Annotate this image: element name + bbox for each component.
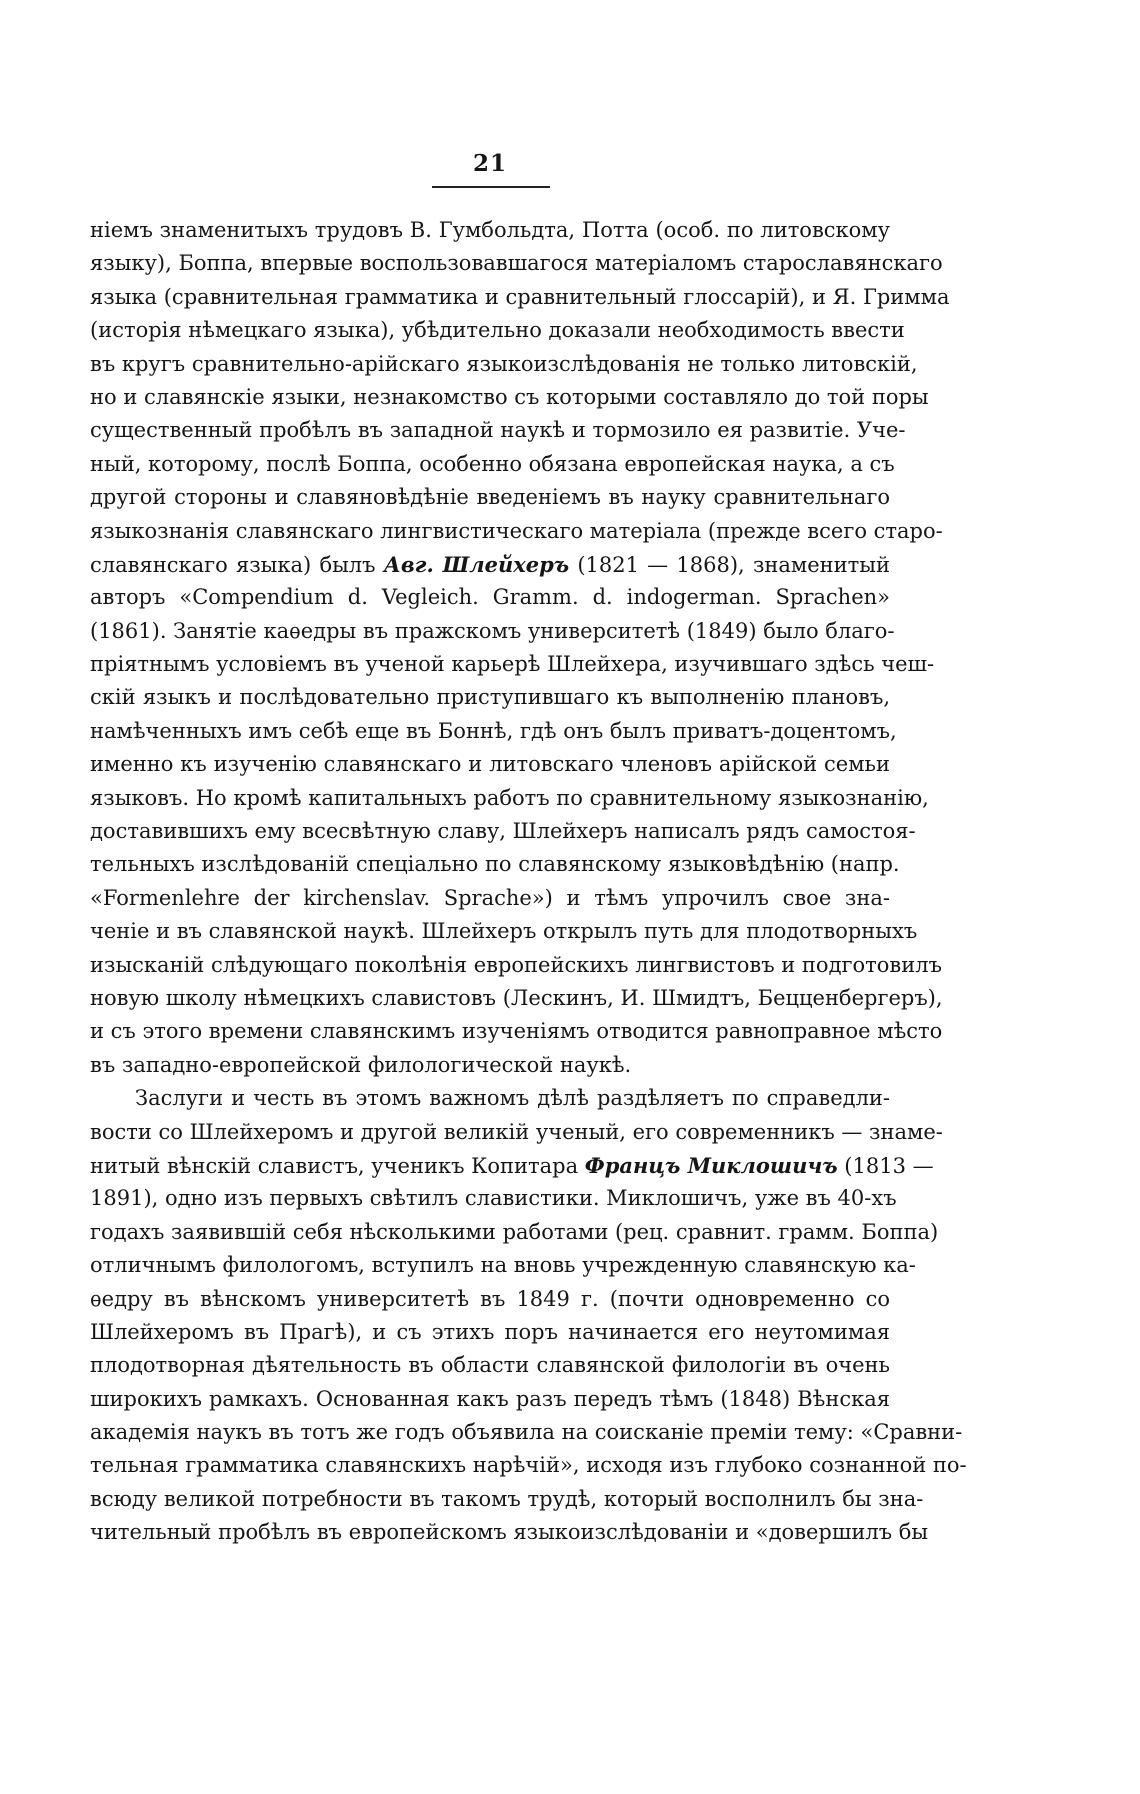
text-line: Заслуги и честь въ этомъ важномъ дѣлѣ раздѣляетъ по справедли- xyxy=(135,1086,890,1111)
page-number: 21 xyxy=(472,150,507,177)
text-line: авторъ «Compendium d. Vegleich. Gramm. d. indogerman. Sprachen» xyxy=(90,585,890,610)
text-line: Шлейхеромъ въ Прагѣ), и съ этихъ поръ начинается его неутомимая xyxy=(90,1319,890,1344)
text-line: пріятнымъ условіемъ въ ученой карьерѣ Шлейхера, изучившаго здѣсь чеш- xyxy=(90,652,935,677)
text-line: именно къ изученію славянскаго и литовскаго членовъ арійской семьи xyxy=(90,752,890,777)
text-line: годахъ заявившій себя нѣсколькими работами (рец. сравнит. грамм. Боппа) xyxy=(90,1219,939,1244)
text-line: ченіе и въ славянской наукѣ. Шлейхеръ открылъ путь для плодотворныхъ xyxy=(90,919,918,944)
text-line: существенный пробѣлъ въ западной наукѣ и тормозило ея развитіе. Уче- xyxy=(90,418,906,443)
text-line: плодотворная дѣятельность въ области славянской филологіи въ очень xyxy=(90,1353,890,1378)
text-line: академія наукъ въ тотъ же годъ объявила на соисканіе преміи тему: «Сравни- xyxy=(90,1420,963,1445)
text-line: въ западно-европейской филологической наукѣ. xyxy=(90,1052,632,1077)
text-line xyxy=(90,1149,934,1182)
text-line: вости со Шлейхеромъ и другой великій ученый, его современникъ — знаме- xyxy=(90,1119,943,1144)
body-text xyxy=(90,214,967,1550)
text-line: но и славянскіе языки, незнакомство съ которыми составляло до той поры xyxy=(90,384,929,409)
text-line: доставившихъ ему всесвѣтную славу, Шлейхеръ написалъ рядъ самостоя- xyxy=(90,819,916,844)
text-line: (исторія нѣмецкаго языка), убѣдительно доказали необходимость ввести xyxy=(90,318,905,343)
text-line: намѣченныхъ имъ себѣ еще въ Боннѣ, гдѣ онъ былъ приватъ-доцентомъ, xyxy=(90,718,897,743)
text-line: изысканій слѣдующаго поколѣнія европейскихъ лингвистовъ и подготовилъ xyxy=(90,952,942,977)
text-line: чительный пробѣлъ въ европейскомъ языкоизслѣдованіи и «довершилъ бы xyxy=(90,1520,929,1545)
text-line: языкознанія славянскаго лингвистическаго матеріала (прежде всего старо- xyxy=(90,518,943,543)
text-line: (1861). Занятіе каѳедры въ пражскомъ университетѣ (1849) было благо- xyxy=(90,618,895,643)
text-line: широкихъ рамкахъ. Основанная какъ разъ передъ тѣмъ (1848) Вѣнская xyxy=(90,1386,890,1411)
text-segment: (1813 — xyxy=(837,1153,934,1178)
header-rule xyxy=(432,186,550,188)
text-line: всюду великой потребности въ такомъ трудѣ, который восполнилъ бы зна- xyxy=(90,1486,924,1511)
italic-name: Францъ Миклошичъ xyxy=(584,1152,838,1178)
text-line: ѳедру въ вѣнскомъ университетѣ въ 1849 г. (почти одновременно со xyxy=(90,1286,890,1311)
text-line: 1891), одно изъ первыхъ свѣтилъ славистики. Миклошичъ, уже въ 40-хъ xyxy=(90,1186,897,1211)
text-line: языка (сравнительная грамматика и сравнительный глоссарій), и Я. Гримма xyxy=(90,284,950,309)
text-line: языковъ. Но кромѣ капитальныхъ работъ по сравнительному языкознанію, xyxy=(90,785,929,810)
text-line: отличнымъ филологомъ, вступилъ на вновь учрежденную славянскую ка- xyxy=(90,1253,916,1278)
text-line: тельная грамматика славянскихъ нарѣчій», исходя изъ глубоко сознанной по- xyxy=(90,1453,967,1478)
text-segment: нитый вѣнскій славистъ, ученикъ Копитара xyxy=(90,1153,585,1178)
text-line: «Formenlehre der kirchenslav. Sprache») и тѣмъ упрочилъ свое зна- xyxy=(90,885,890,910)
text-line: тельныхъ изслѣдованій спеціально по славянскому языковѣдѣнію (напр. xyxy=(90,852,900,877)
text-line: скій языкъ и послѣдовательно приступившаго къ выполненію плановъ, xyxy=(90,685,890,710)
text-line: ніемъ знаменитыхъ трудовъ В. Гумбольдта, Потта (особ. по литовскому xyxy=(90,218,890,242)
text-line: новую школу нѣмецкихъ славистовъ (Лескинъ, И. Шмидтъ, Бецценбергеръ), xyxy=(90,985,943,1010)
text-line: ный, которому, послѣ Боппа, особенно обязана европейская наука, а съ xyxy=(90,451,895,476)
italic-name: Авг. Шлейхеръ xyxy=(383,551,570,577)
text-segment: славянскаго языка) былъ xyxy=(90,552,384,577)
text-line: языку), Боппа, впервые воспользовавшагося матеріаломъ старославянскаго xyxy=(90,251,943,276)
text-line: и съ этого времени славянскимъ изученіямъ отводится равноправное мѣсто xyxy=(90,1019,943,1044)
text-line xyxy=(90,548,890,581)
text-line: въ кругъ сравнительно-арійскаго языкоизслѣдованія не только литовскій, xyxy=(90,351,918,376)
text-segment: (1821 — 1868), знаменитый xyxy=(569,552,891,577)
text-line: другой стороны и славяновѣдѣніе введеніемъ въ науку сравнительнаго xyxy=(90,485,890,510)
